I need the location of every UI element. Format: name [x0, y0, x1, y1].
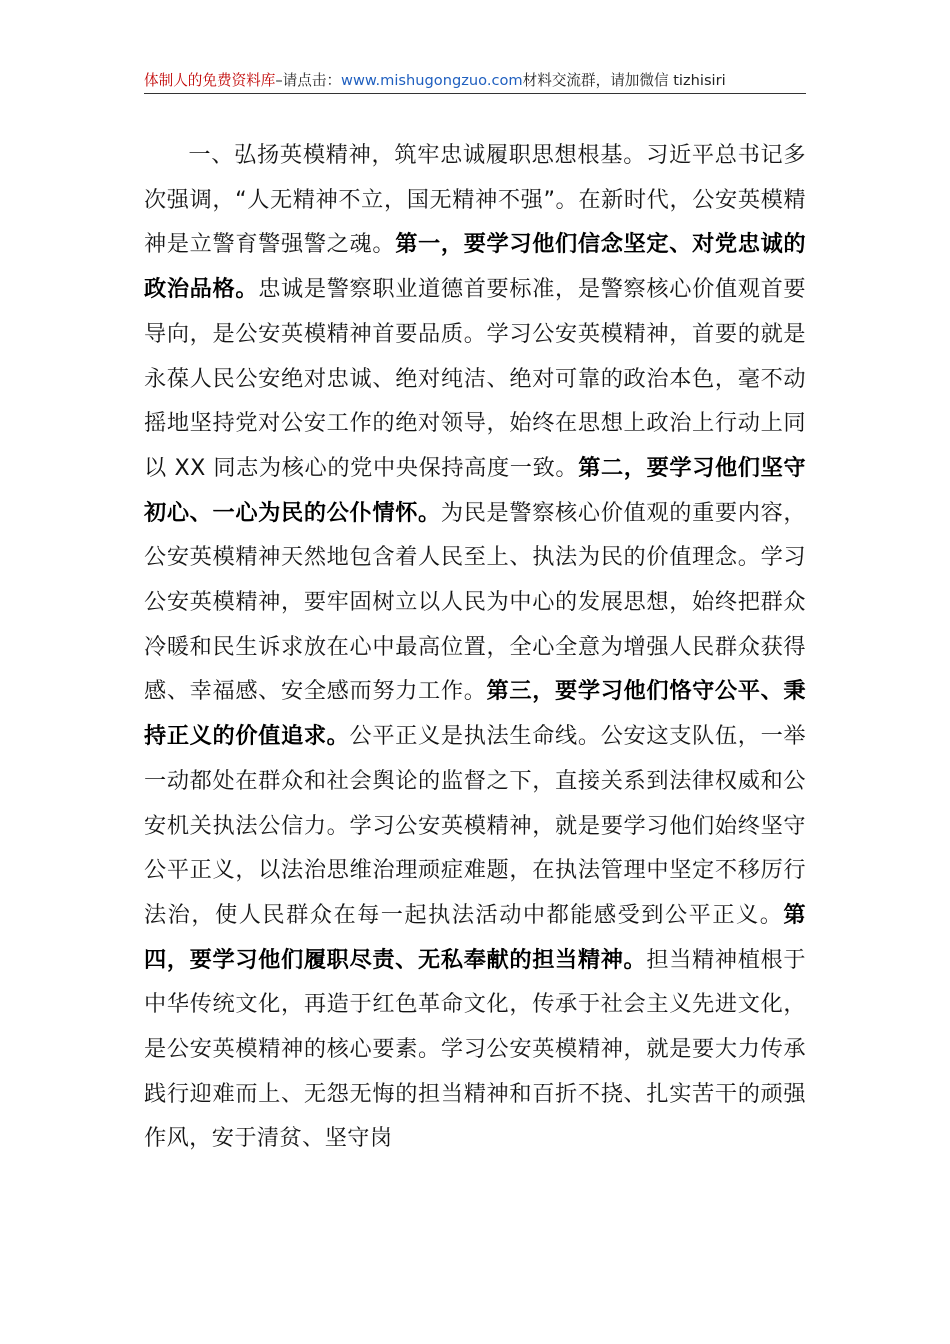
text-segment: 为民是警察核心价值观的重要内容，公安英模精神天然地包含着人民至上、执法为民的价值理念。学习公安英模精神，要牢固树立以人民为中心的发展思想，始终把群众冷暖和民生诉求放在心中最高位置，全心全意为增强人民群众获得感、幸福感、安全感而努力工作。	[144, 499, 806, 705]
header-contact: 材料交流群，请加微信 tizhisiri	[522, 72, 726, 89]
text-segment: 担当精神植根于中华传统文化，再造于红色革命文化，传承于社会主义先进文化，是公安英模精神的核心要素。学习公安英模精神，就是要大力传承践行迎难而上、无怨无悔的担当精神和百折不挠、扎实苦干的顽强作风，安于清贫、坚守岗	[144, 946, 806, 1152]
body-text	[144, 133, 806, 1161]
text-segment: 公平正义是执法生命线。公安这支队伍，一举一动都处在群众和社会舆论的监督之下，直接关系到法律权威和公安机关执法公信力。学习公安英模精神，就是要学习他们始终坚守公平正义，以法治思维治理顽症难题，在执法管理中坚定不移厉行法治，使人民群众在每一起执法活动中都能感受到公平正义。	[144, 723, 806, 928]
bold-point-1: 第一，要学习他们信念坚定、对党忠诚的政治品格。	[144, 231, 806, 303]
paragraph	[144, 133, 806, 1161]
bold-point-3: 第三，要学习他们恪守公平、秉持正义的价值追求。	[144, 678, 806, 750]
page-header	[144, 70, 806, 92]
text-segment: 一、弘扬英模精神，筑牢忠诚履职思想根基。习近平总书记多次强调，“人无精神不立，国无精神不强”。在新时代，公安英模精神是立警育警强警之魂。	[144, 142, 806, 258]
text-segment: 忠诚是警察职业道德首要标准，是警察核心价值观首要导向，是公安英模精神首要品质。学习公安英模精神，首要的就是永葆人民公安绝对忠诚、绝对纯洁、绝对可靠的政治本色，毫不动摇地坚持党对公安工作的绝对领导，始终在思想上政治上行动上同以 XX 同志为核心的党中央保持高度一致。	[144, 276, 806, 481]
header-prompt: –请点击：	[275, 72, 342, 89]
bold-point-4: 第四，要学习他们履职尽责、无私奉献的担当精神。	[144, 901, 806, 973]
bold-point-2: 第二，要学习他们坚守初心、一心为民的公仆情怀。	[144, 454, 807, 526]
header-brand: 体制人的免费资料库	[144, 72, 276, 89]
header-divider	[144, 93, 806, 94]
header-link[interactable]: www.mishugongzuo.com	[341, 72, 523, 89]
